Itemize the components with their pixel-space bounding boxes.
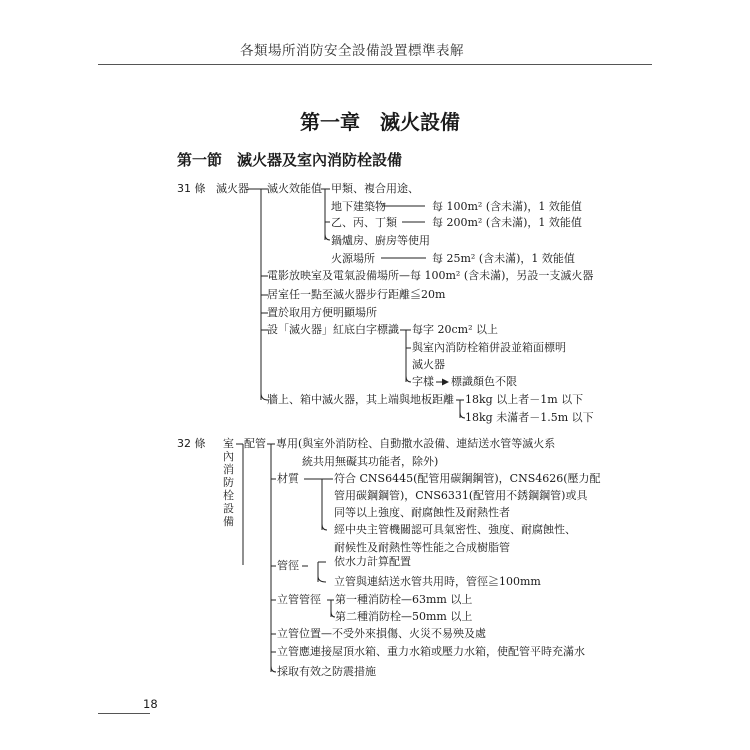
section-title: 第一節 滅火器及室內消防栓設備: [177, 151, 403, 169]
art31-item-boiler: 鍋爐房、廚房等使用: [331, 234, 430, 247]
footer-rule: [98, 713, 150, 714]
art31-sign-wording: 字樣: [412, 375, 434, 388]
art31-height-under-18kg: 18kg 未滿者－1.5m 以下: [465, 411, 594, 424]
art32-root-hydrant-vertical: 室內消防栓設備: [223, 437, 234, 528]
art31-item-mount-height: 牆上、箱中滅火器，其上端與地板距離: [267, 393, 454, 406]
art32-diameter-hydraulic: 依水力計算配置: [334, 555, 411, 568]
article-32-number: 32 條: [177, 437, 206, 450]
art31-value-fire-source: 每 25m² (含未滿)，1 效能值: [432, 252, 575, 265]
art31-sign-hydrant-box-cont: 滅火器: [412, 358, 445, 371]
page-number: 18: [143, 697, 158, 711]
art31-item-underground: 地下建築物: [331, 200, 386, 213]
art32-diameter: 管徑: [277, 559, 299, 572]
art32-material-cns-1: 符合 CNS6445(配管用碳鋼鋼管)，CNS4626(壓力配: [334, 472, 601, 485]
art32-riser-type2: 第二種消防栓—50mm 以上: [335, 610, 473, 623]
art31-item-cinema: 電影放映室及電氣設備場所—每 100m² (含未滿)，另設一支滅火器: [267, 269, 594, 282]
art32-riser-position: 立管位置—不受外來損傷、火災不易殃及處: [277, 627, 486, 640]
art32-material-resin-2: 耐候性及耐熱性等性能之合成樹脂管: [334, 541, 510, 554]
art31-item-sign: 設「滅火器」紅底白字標識: [267, 323, 399, 336]
art32-material: 材質: [277, 472, 299, 485]
art31-item-placement: 置於取用方便明顯場所: [267, 306, 377, 319]
art32-material-cns-2: 管用碳鋼鋼管)，CNS6331(配管用不銹鋼鋼管)或具: [334, 489, 588, 502]
art31-sign-hydrant-box: 與室內消防栓箱併設並箱面標明: [412, 341, 566, 354]
art32-material-cns-3: 同等以上強度、耐腐蝕性及耐熱性者: [334, 506, 510, 519]
art31-item-class-a: 甲類、複合用途、: [331, 182, 419, 195]
art32-diameter-shared: 立管與連結送水管共用時，管徑≧100mm: [334, 575, 541, 588]
art32-pipe-dedicated: 專用(與室外消防栓、自動撒水設備、連結送水管等滅火系: [276, 437, 556, 450]
art32-riser-diameter: 立管管徑: [277, 593, 321, 606]
art31-value-class-bcd: 每 200m² (含未滿)，1 效能值: [432, 216, 582, 229]
art31-height-over-18kg: 18kg 以上者－1m 以下: [465, 393, 584, 406]
art32-pipe-dedicated-cont: 統共用無礙其功能者，除外): [302, 455, 439, 468]
art31-sign-size: 每字 20cm² 以上: [412, 323, 498, 336]
art32-pipe: 配管: [244, 437, 266, 450]
chapter-title: 第一章 滅火設備: [300, 110, 460, 134]
article-31-number: 31 條: [177, 182, 206, 195]
art31-efficacy-label: 滅火效能值: [267, 182, 322, 195]
art31-sign-color: 標識顏色不限: [451, 375, 517, 388]
art32-seismic: 採取有效之防震措施: [277, 665, 376, 678]
running-title: 各類場所消防安全設備設置標準表解: [240, 43, 464, 59]
art32-material-resin-1: 經中央主管機關認可具氣密性、強度、耐腐蝕性、: [334, 523, 576, 536]
art31-item-distance: 居室任一點至滅火器步行距離≦20m: [267, 288, 446, 301]
art32-riser-type1: 第一種消防栓—63mm 以上: [335, 593, 473, 606]
art31-item-class-bcd: 乙、丙、丁類: [331, 216, 397, 229]
art31-value-underground: 每 100m² (含未滿)，1 效能值: [432, 200, 582, 213]
art31-item-fire-source: 火源場所: [331, 252, 375, 265]
art31-root-extinguisher: 滅火器: [216, 182, 249, 195]
art32-riser-connection: 立管應連接屋頂水箱、重力水箱或壓力水箱，使配管平時充滿水: [277, 645, 585, 658]
